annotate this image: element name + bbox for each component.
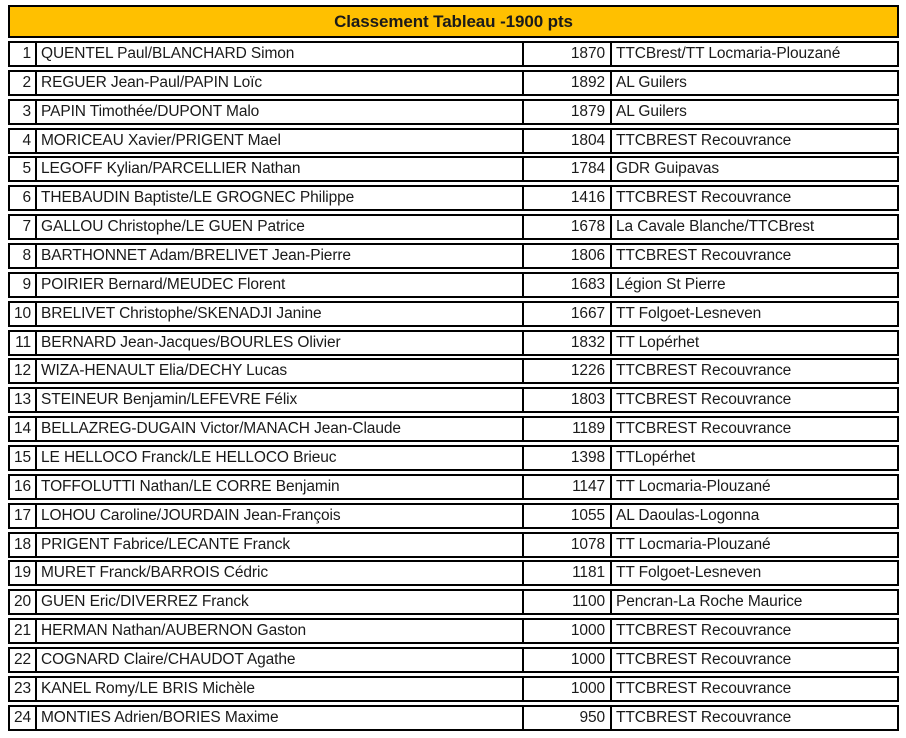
- rank-cell: 5: [10, 158, 37, 180]
- points-cell: 1189: [524, 418, 612, 440]
- club-cell: TTCBREST Recouvrance: [616, 362, 792, 380]
- pair-cell: MONTIES Adrien/BORIES Maxime: [37, 707, 524, 729]
- club-cell: TT Folgoet-Lesneven: [616, 304, 762, 322]
- points-cell: 1000: [524, 620, 612, 642]
- rank-cell: 20: [10, 591, 37, 613]
- rank-cell: 11: [10, 332, 37, 354]
- club-cell: TTCBREST Recouvrance: [616, 622, 792, 640]
- club-cell: TTLopérhet: [616, 449, 696, 467]
- club-cell: AL Guilers: [616, 73, 687, 91]
- table-row: [8, 705, 899, 731]
- pair-cell: REGUER Jean-Paul/PAPIN Loïc: [37, 72, 524, 94]
- pair-cell: LOHOU Caroline/JOURDAIN Jean-François: [37, 505, 524, 527]
- points-cell: 1100: [524, 591, 612, 613]
- points-cell: 1879: [524, 101, 612, 123]
- rank-cell: 14: [10, 418, 37, 440]
- rank-cell: 21: [10, 620, 37, 642]
- table-row: [8, 70, 899, 96]
- pair-cell: QUENTEL Paul/BLANCHARD Simon: [37, 43, 524, 65]
- rank-cell: 2: [10, 72, 37, 94]
- points-cell: 1784: [524, 158, 612, 180]
- table-title-bar: [8, 5, 899, 38]
- rank-cell: 4: [10, 130, 37, 152]
- club-cell: Légion St Pierre: [616, 275, 726, 293]
- points-cell: 1416: [524, 187, 612, 209]
- rank-cell: 24: [10, 707, 37, 729]
- table-row: [8, 214, 899, 240]
- club-cell: GDR Guipavas: [616, 160, 720, 178]
- rank-cell: 8: [10, 245, 37, 267]
- club-cell: TTCBrest/TT Locmaria-Plouzané: [616, 45, 841, 62]
- club-cell: TT Folgoet-Lesneven: [616, 564, 762, 582]
- pair-cell: COGNARD Claire/CHAUDOT Agathe: [37, 649, 524, 671]
- rank-cell: 6: [10, 187, 37, 209]
- table-row: [8, 156, 899, 182]
- pair-cell: BERNARD Jean-Jacques/BOURLES Olivier: [37, 332, 524, 354]
- rank-cell: 12: [10, 360, 37, 382]
- points-cell: 1055: [524, 505, 612, 527]
- club-cell: TTCBREST Recouvrance: [616, 131, 792, 149]
- ranking-table: [8, 5, 899, 731]
- rank-cell: 10: [10, 303, 37, 325]
- rank-cell: 22: [10, 649, 37, 671]
- table-row: [8, 243, 899, 269]
- rank-cell: 13: [10, 389, 37, 411]
- table-row: [8, 272, 899, 298]
- club-cell: TTCBREST Recouvrance: [616, 708, 792, 726]
- pair-cell: LE HELLOCO Franck/LE HELLOCO Brieuc: [37, 447, 524, 469]
- table-row: [8, 676, 899, 702]
- club-cell: AL Guilers: [616, 102, 687, 120]
- club-cell: TT Locmaria-Plouzané: [616, 477, 771, 495]
- points-cell: 1000: [524, 678, 612, 700]
- rank-cell: 9: [10, 274, 37, 296]
- rank-cell: 17: [10, 505, 37, 527]
- club-cell: TTCBREST Recouvrance: [616, 679, 792, 697]
- points-cell: 1892: [524, 72, 612, 94]
- table-row: [8, 330, 899, 356]
- table-row: [8, 503, 899, 529]
- table-row: [8, 589, 899, 615]
- pair-cell: MORICEAU Xavier/PRIGENT Mael: [37, 130, 524, 152]
- pair-cell: GUEN Eric/DIVERREZ Franck: [37, 591, 524, 613]
- club-cell: TTCBREST Recouvrance: [616, 391, 792, 409]
- table-row: [8, 560, 899, 586]
- club-cell: AL Daoulas-Logonna: [616, 506, 760, 524]
- club-cell: Pencran-La Roche Maurice: [616, 593, 803, 611]
- rank-cell: 23: [10, 678, 37, 700]
- rank-cell: 7: [10, 216, 37, 238]
- table-row: [8, 647, 899, 673]
- points-cell: 1683: [524, 274, 612, 296]
- table-title: Classement Tableau -1900 pts: [334, 11, 573, 31]
- table-row: [8, 99, 899, 125]
- rank-cell: 18: [10, 534, 37, 556]
- points-cell: 1181: [524, 562, 612, 584]
- club-cell: TTCBREST Recouvrance: [616, 189, 792, 207]
- club-cell: TTCBREST Recouvrance: [616, 420, 792, 438]
- table-row: [8, 474, 899, 500]
- points-cell: 1832: [524, 332, 612, 354]
- pair-cell: GALLOU Christophe/LE GUEN Patrice: [37, 216, 524, 238]
- pair-cell: LEGOFF Kylian/PARCELLIER Nathan: [37, 158, 524, 180]
- points-cell: 1870: [524, 43, 612, 65]
- points-cell: 1078: [524, 534, 612, 556]
- points-cell: 1000: [524, 649, 612, 671]
- points-cell: 1803: [524, 389, 612, 411]
- table-row: [8, 387, 899, 413]
- table-row: [8, 445, 899, 471]
- club-cell: TTCBREST Recouvrance: [616, 247, 792, 265]
- club-cell: La Cavale Blanche/TTCBrest: [616, 218, 815, 236]
- table-row: [8, 185, 899, 211]
- club-cell: TT Locmaria-Plouzané: [616, 535, 771, 553]
- pair-cell: HERMAN Nathan/AUBERNON Gaston: [37, 620, 524, 642]
- pair-cell: KANEL Romy/LE BRIS Michèle: [37, 678, 524, 700]
- pair-cell: PRIGENT Fabrice/LECANTE Franck: [37, 534, 524, 556]
- pair-cell: POIRIER Bernard/MEUDEC Florent: [37, 274, 524, 296]
- points-cell: 1667: [524, 303, 612, 325]
- pair-cell: STEINEUR Benjamin/LEFEVRE Félix: [37, 389, 524, 411]
- points-cell: 1678: [524, 216, 612, 238]
- table-row: [8, 416, 899, 442]
- points-cell: 1147: [524, 476, 612, 498]
- table-row: [8, 41, 899, 67]
- table-body: [8, 41, 899, 731]
- points-cell: 1804: [524, 130, 612, 152]
- pair-cell: MURET Franck/BARROIS Cédric: [37, 562, 524, 584]
- pair-cell: TOFFOLUTTI Nathan/LE CORRE Benjamin: [37, 476, 524, 498]
- pair-cell: BARTHONNET Adam/BRELIVET Jean-Pierre: [37, 245, 524, 267]
- pair-cell: PAPIN Timothée/DUPONT Malo: [37, 101, 524, 123]
- table-row: [8, 358, 899, 384]
- club-cell: TTCBREST Recouvrance: [616, 651, 792, 669]
- table-row: [8, 301, 899, 327]
- rank-cell: 15: [10, 447, 37, 469]
- points-cell: 950: [524, 707, 612, 729]
- table-row: [8, 128, 899, 154]
- rank-cell: 3: [10, 101, 37, 123]
- pair-cell: WIZA-HENAULT Elia/DECHY Lucas: [37, 360, 524, 382]
- rank-cell: 16: [10, 476, 37, 498]
- points-cell: 1398: [524, 447, 612, 469]
- points-cell: 1806: [524, 245, 612, 267]
- pair-cell: BELLAZREG-DUGAIN Victor/MANACH Jean-Claude: [37, 418, 524, 440]
- points-cell: 1226: [524, 360, 612, 382]
- rank-cell: 1: [10, 43, 37, 65]
- pair-cell: THEBAUDIN Baptiste/LE GROGNEC Philippe: [37, 187, 524, 209]
- pair-cell: BRELIVET Christophe/SKENADJI Janine: [37, 303, 524, 325]
- table-row: [8, 532, 899, 558]
- club-cell: TT Lopérhet: [616, 333, 700, 351]
- table-row: [8, 618, 899, 644]
- rank-cell: 19: [10, 562, 37, 584]
